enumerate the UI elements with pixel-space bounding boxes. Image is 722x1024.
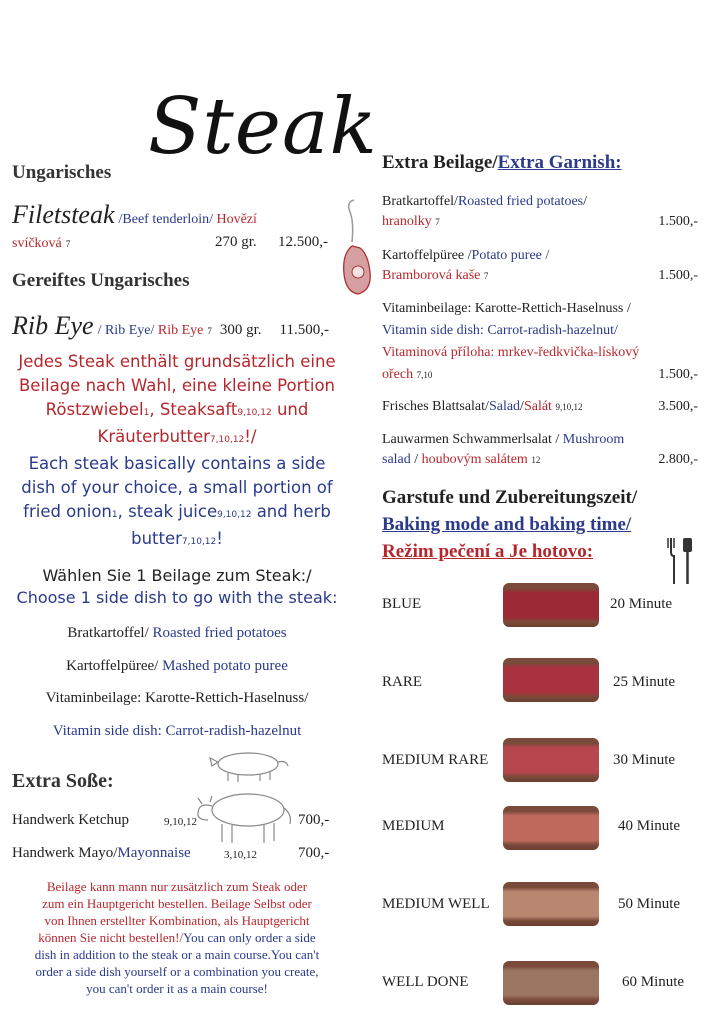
- mode-medium-label: MEDIUM: [382, 818, 445, 834]
- ribeye-row: Rib Eye / Rib Eye/ Rib Eye 7 300 gr. 11.500,-: [12, 311, 329, 340]
- ribeye-en: Rib Eye: [104, 323, 151, 338]
- side-option-2: Kartoffelpüree/ Mashed potato puree: [66, 658, 288, 674]
- meat-medium-rare: [503, 738, 599, 782]
- garnish-item-2: Kartoffelpüree /Potato puree / Bramborová kaše 7 1.500,-: [382, 248, 698, 283]
- mode-medium-well-label: MEDIUM WELL: [382, 896, 490, 912]
- filetsteak-name: Filetsteak: [12, 200, 115, 229]
- meat-medium-well: [503, 882, 599, 926]
- info-de: Jedes Steak enthält grundsätzlich eine Beilage nach Wahl, eine kleine Portion Röstzwiebel1, Steaksaft9,10,12 und Kräuterbutter7,10,12!/: [18, 352, 336, 446]
- choose-side: Wählen Sie 1 Beilage zum Steak:/ Choose 1 side dish to go with the steak:: [16, 566, 338, 607]
- info-en: Each steak basically contains a side dish of your choice, a small portion of fried onion1, steak juice9,10,12 and herb butter7,10,12!: [21, 454, 333, 548]
- filetsteak-weight: 270 gr.: [215, 234, 257, 250]
- garnish-item-4: Frisches Blattsalat/Salad/Salát 9,10,12 3.500,-: [382, 399, 698, 414]
- ribeye-name: Rib Eye: [12, 311, 94, 340]
- side-option-1: Bratkartoffel/ Roasted fried potatoes: [67, 625, 287, 641]
- meat-well-done: [503, 961, 599, 1005]
- side-option-3: Vitaminbeilage: Karotte-Rettich-Haselnuss/: [45, 690, 309, 706]
- mode-well-done-label: WELL DONE: [382, 974, 469, 990]
- meat-blue: [503, 583, 599, 627]
- mode-medium-rare-label: MEDIUM RARE: [382, 752, 489, 768]
- meat-rare: [503, 658, 599, 702]
- meat-hook-icon: [336, 196, 376, 306]
- sauce-title: Extra Soße:: [12, 770, 114, 792]
- ribeye-weight: 300 gr.: [219, 322, 262, 338]
- mode-medium-well-time: 50 Minute: [618, 896, 681, 912]
- filetsteak-row: Filetsteak /Beef tenderloin/ Hovězí: [12, 200, 257, 229]
- filetsteak-cz: Hovězí: [216, 212, 257, 227]
- meat-medium: [503, 806, 599, 850]
- ribeye-cz: Rib Eye: [157, 323, 204, 338]
- garnish-item-1: Bratkartoffel/Roasted fried potatoes/ hranolky 7 1.500,-: [382, 194, 698, 229]
- pig-cow-icon: [188, 748, 300, 846]
- mode-rare-label: RARE: [382, 674, 423, 690]
- menu-title: Steak: [148, 82, 378, 172]
- sauce-mayo: Handwerk Mayo/Mayonnaise 3,10,12 700,-: [12, 845, 330, 861]
- mode-medium-rare-time: 30 Minute: [613, 752, 676, 768]
- garnish-item-5: Lauwarmen Schwammerlsalat / Mushroom salad / houbovým salátem 12 2.800,-: [382, 432, 698, 467]
- side-option-3-en: Vitamin side dish: Carrot-radish-hazelnut: [52, 723, 302, 739]
- ribeye-allergen: 7: [207, 326, 212, 336]
- mode-blue-label: BLUE: [382, 596, 422, 612]
- sauce-ketchup: Handwerk Ketchup 9,10,12 700,-: [12, 812, 330, 828]
- garnish-title: Extra Beilage/Extra Garnish:: [382, 152, 622, 173]
- mode-blue-time: 20 Minute: [610, 596, 673, 612]
- filetsteak-en: Beef tenderloin: [122, 212, 210, 227]
- filetsteak-cz2: svíčková: [12, 236, 62, 251]
- mode-well-done-time: 60 Minute: [622, 974, 685, 990]
- filetsteak-allergen: 7: [65, 239, 71, 249]
- hungarian-label: Ungarisches: [12, 162, 112, 183]
- ribeye-price: 11.500,-: [279, 322, 329, 338]
- mode-rare-time: 25 Minute: [613, 674, 676, 690]
- aged-label: Gereiftes Ungarisches: [12, 270, 190, 291]
- garnish-item-3: Vitaminbeilage: Karotte-Rettich-Haselnuss / Vitamin side dish: Carrot-radish-hazelnut/ Vitaminová příloha: mrkev-ředkvička-lískový ořech 7,10 1.500,-: [382, 301, 698, 382]
- side-dish-note: Beilage kann mann nur zusätzlich zum Steak oder zum ein Hauptgericht bestellen. Beilage Selbst oder von Ihnen erstellter Kombination, als Hauptgericht können Sie nicht bestellen!/You can only order a side dish in addition to the steak or a main course.You can't order a side dish yourself or a combination you create, you can't order it as a main course!: [34, 879, 320, 996]
- filetsteak-row2: [12, 234, 342, 252]
- cutlery-icon: [664, 536, 696, 586]
- mode-medium-time: 40 Minute: [618, 818, 681, 834]
- filetsteak-price: 12.500,-: [278, 234, 328, 250]
- baking-title: Garstufe und Zubereitungszeit/ Baking mode and baking time/ Režim pečení a Je hotovo:: [382, 487, 638, 562]
